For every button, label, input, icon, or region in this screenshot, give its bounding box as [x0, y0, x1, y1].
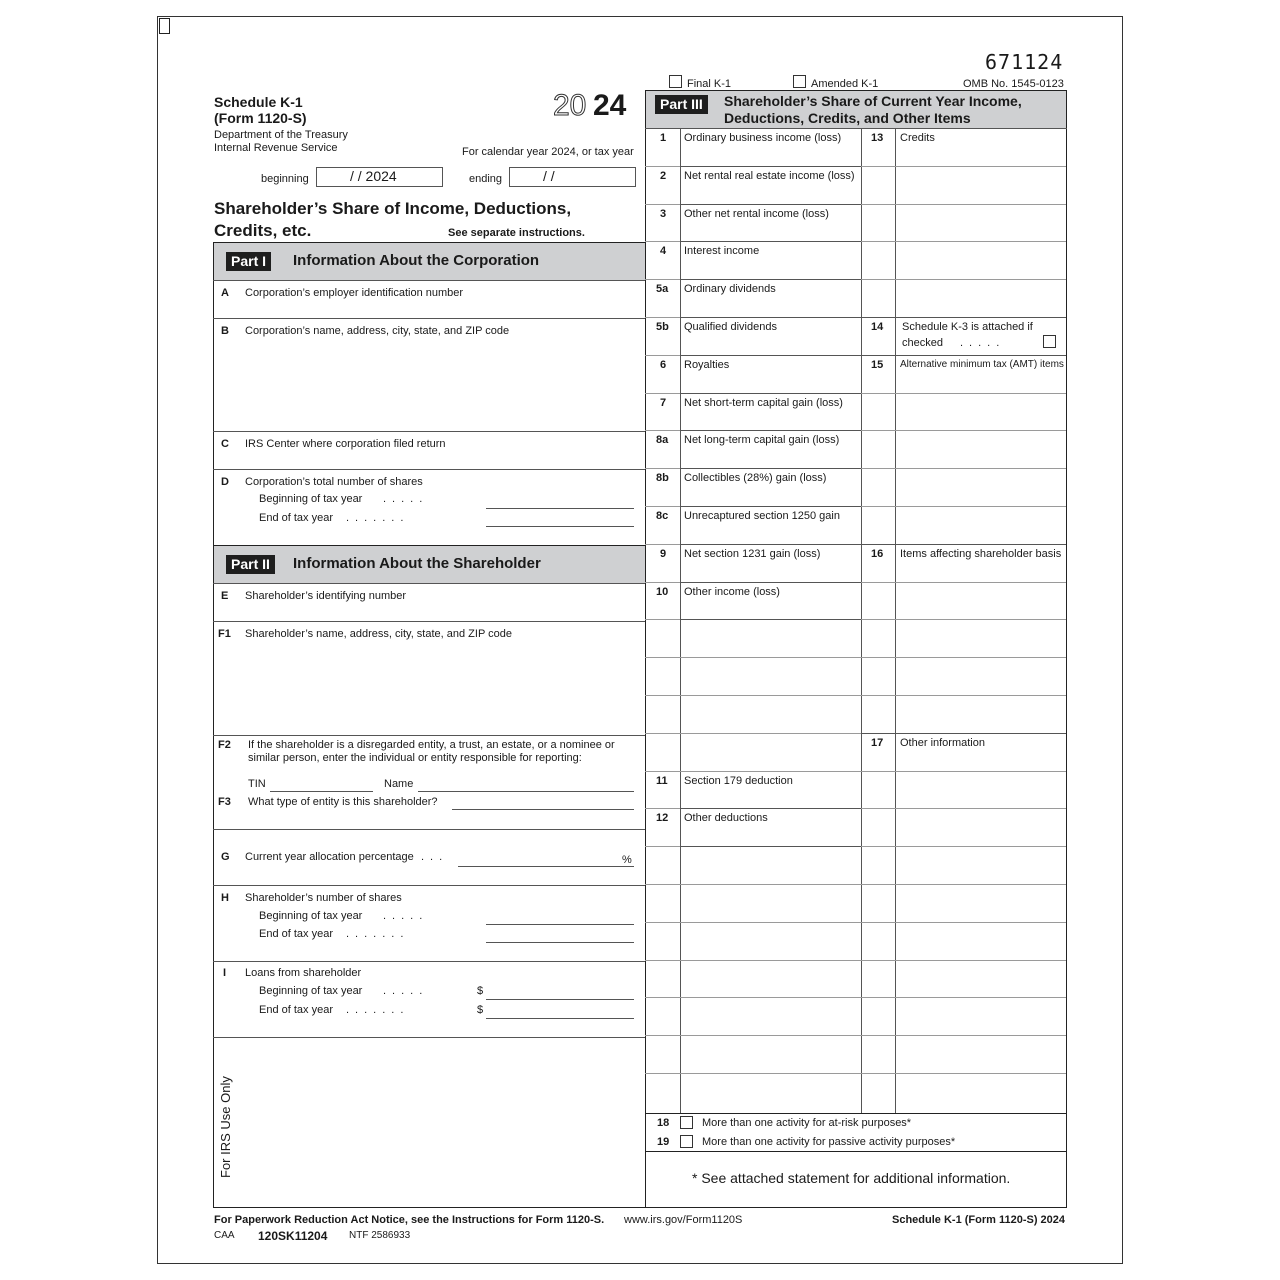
- p3-left-num: 7: [660, 397, 667, 409]
- part1-bottom-rule: [213, 280, 645, 281]
- line-d-end-field[interactable]: [486, 526, 634, 527]
- part1-top-rule: [213, 242, 645, 243]
- line-h-begin-label: Beginning of tax year: [259, 910, 363, 922]
- line-18-checkbox[interactable]: [680, 1116, 693, 1129]
- p3-left-num: 6: [660, 359, 667, 371]
- col-divider-right: [895, 128, 896, 1113]
- p3-left-label: Net rental real estate income (loss): [684, 170, 855, 182]
- instructions-note: See separate instructions.: [448, 227, 585, 239]
- item-rule: [680, 279, 861, 280]
- line-19-num: 19: [657, 1136, 670, 1148]
- item-rule: [680, 468, 861, 469]
- footer-ntf: NTF 2586933: [349, 1230, 411, 1241]
- beginning-date-value: / / 2024: [350, 168, 397, 184]
- part2-tag: Part II: [226, 555, 275, 574]
- rule-h: [213, 961, 645, 962]
- ending-label: ending: [469, 173, 503, 185]
- col-divider-mid: [861, 128, 862, 1113]
- part3-top-rule: [645, 90, 1067, 91]
- tin-label: TIN: [248, 778, 266, 790]
- line-g-dots: ...: [421, 851, 449, 863]
- p3-left-label: Other income (loss): [684, 586, 780, 598]
- line-19-text: More than one activity for passive activity purposes*: [702, 1136, 956, 1148]
- item-rule: [680, 317, 861, 318]
- line-d-begin-field[interactable]: [486, 508, 634, 509]
- line-18-num: 18: [657, 1117, 670, 1129]
- rule-18-top: [645, 1113, 1067, 1114]
- dept-line2: Internal Revenue Service: [214, 142, 338, 154]
- part1-title: Information About the Corporation: [293, 252, 540, 269]
- grid-rule: [645, 884, 1066, 885]
- footer-code: 120SK11204: [258, 1229, 328, 1243]
- line-i-begin-field[interactable]: [486, 999, 634, 1000]
- line-h-begin-field[interactable]: [486, 924, 634, 925]
- line-h-end-dots: .......: [346, 928, 410, 940]
- line-g-letter: G: [221, 851, 230, 863]
- p3-left-label: Collectibles (28%) gain (loss): [684, 472, 827, 484]
- item-rule: [680, 430, 861, 431]
- grid-rule: [645, 922, 1066, 923]
- line-i-end-dollar: $: [477, 1004, 484, 1016]
- grid-rule: [645, 1073, 1066, 1074]
- p3-left-num: 5a: [656, 283, 669, 295]
- final-k1-label: Final K-1: [687, 78, 732, 90]
- line-h-text: Shareholder’s number of shares: [245, 892, 402, 904]
- grid-rule: [645, 695, 1066, 696]
- line-f2-line2: similar person, enter the individual or entity responsible for reporting:: [248, 752, 582, 764]
- p3-right-num: 17: [871, 737, 884, 749]
- part3-tag: Part III: [655, 95, 708, 114]
- rule-b: [213, 431, 645, 432]
- line-i-begin-label: Beginning of tax year: [259, 985, 363, 997]
- grid-rule: [645, 1035, 1066, 1036]
- line-f2-letter: F2: [218, 739, 231, 751]
- part2-title: Information About the Shareholder: [293, 555, 541, 572]
- p3-right-label: Other information: [900, 737, 985, 749]
- p3-right-num: 14: [871, 321, 884, 333]
- left-border: [213, 242, 214, 1208]
- item-rule: [680, 355, 861, 356]
- rule-f1: [213, 735, 645, 736]
- p3-left-label: Other deductions: [684, 812, 768, 824]
- p3-left-num: 10: [656, 586, 669, 598]
- line-b-text: Corporation’s name, address, city, state, and ZIP code: [245, 325, 510, 337]
- center-divider: [645, 90, 646, 1208]
- line-f1-letter: F1: [218, 628, 231, 640]
- section-rule: [861, 355, 1066, 356]
- line-h-letter: H: [221, 892, 229, 904]
- amended-k1-label: Amended K-1: [811, 78, 879, 90]
- rule-g: [213, 885, 645, 886]
- item-rule: [680, 241, 861, 242]
- item-rule: [680, 506, 861, 507]
- dept-line1: Department of the Treasury: [214, 129, 348, 141]
- line-d-end-label: End of tax year: [259, 512, 333, 524]
- item-rule: [680, 808, 861, 809]
- main-title-line2: Credits, etc.: [214, 221, 312, 240]
- form-code: 671124: [985, 50, 1064, 74]
- bottom-border: [213, 1207, 1067, 1208]
- p3-left-label: Unrecaptured section 1250 gain: [684, 510, 840, 522]
- grid-rule: [645, 960, 1066, 961]
- p3-left-num: 4: [660, 245, 667, 257]
- part3-title-line1: Shareholder’s Share of Current Year Income,: [724, 93, 1022, 109]
- item-rule: [680, 544, 861, 545]
- part2-bottom-rule: [213, 583, 645, 584]
- line-e-text: Shareholder’s identifying number: [245, 590, 407, 602]
- amended-k1-checkbox[interactable]: [793, 75, 806, 88]
- grid-rule: [645, 657, 1066, 658]
- item-rule: [680, 846, 861, 847]
- entity-type-field[interactable]: [452, 809, 634, 810]
- form-title: (Form 1120-S): [214, 110, 307, 126]
- part3-bottom-rule: [645, 128, 1067, 129]
- year-outline: 20: [553, 89, 587, 122]
- name-field[interactable]: [418, 791, 634, 792]
- line-f2-line1: If the shareholder is a disregarded entity, a trust, an estate, or a nominee or: [248, 739, 615, 751]
- line-h-end-field[interactable]: [486, 942, 634, 943]
- part1-tag: Part I: [226, 252, 271, 271]
- right-border: [1066, 90, 1067, 1208]
- year-bold: 24: [593, 89, 627, 122]
- p3-left-label: Interest income: [684, 245, 760, 257]
- p3-left-num: 2: [660, 170, 667, 182]
- k3-dots: .....: [960, 337, 1006, 349]
- footer-form-name: Schedule K-1 (Form 1120-S) 2024: [892, 1214, 1066, 1226]
- percent-sign: %: [622, 854, 632, 866]
- p3-left-num: 8b: [656, 472, 669, 484]
- item-rule: [680, 393, 861, 394]
- p3-left-num: 8a: [656, 434, 669, 446]
- col-divider-left: [680, 128, 681, 1113]
- line-a-letter: A: [221, 287, 229, 299]
- grid-rule: [645, 771, 1066, 772]
- line-a-text: Corporation’s employer identification number: [245, 287, 464, 299]
- p3-left-num: 11: [656, 775, 668, 787]
- ending-date-field[interactable]: [509, 167, 636, 187]
- irs-use-only-label: For IRS Use Only: [218, 1076, 233, 1178]
- final-k1-checkbox[interactable]: [669, 75, 682, 88]
- section-rule: [861, 733, 1066, 734]
- omb-number: OMB No. 1545-0123: [963, 78, 1064, 90]
- p3-left-label: Other net rental income (loss): [684, 208, 829, 220]
- p3-right-label: Schedule K-3 is attached if: [902, 321, 1033, 333]
- beginning-label: beginning: [261, 173, 309, 185]
- p3-left-label: Ordinary dividends: [684, 283, 776, 295]
- p3-left-num: 1: [660, 132, 667, 144]
- p3-right-num: 13: [871, 132, 884, 144]
- line-19-checkbox[interactable]: [680, 1135, 693, 1148]
- line-i-end-label: End of tax year: [259, 1004, 333, 1016]
- item-rule: [680, 204, 861, 205]
- line-18-text: More than one activity for at-risk purposes*: [702, 1117, 912, 1129]
- line-g-text: Current year allocation percentage: [245, 851, 414, 863]
- corner-marker: [159, 18, 170, 34]
- p3-left-label: Royalties: [684, 359, 730, 371]
- line-i-letter: I: [223, 967, 227, 979]
- part2-top-rule: [213, 545, 645, 546]
- p3-right-label: Alternative minimum tax (AMT) items: [900, 359, 1064, 370]
- item-rule: [680, 582, 861, 583]
- p3-left-num: 5b: [656, 321, 669, 333]
- line-h-begin-dots: .....: [383, 910, 429, 922]
- name-label: Name: [384, 778, 414, 790]
- line-i-end-dots: .......: [346, 1004, 410, 1016]
- grid-rule: [645, 997, 1066, 998]
- line-b-letter: B: [221, 325, 229, 337]
- line-f3-text: What type of entity is this shareholder?: [248, 796, 438, 808]
- line-d-text: Corporation’s total number of shares: [245, 476, 423, 488]
- p3-left-label: Qualified dividends: [684, 321, 777, 333]
- p3-right-num: 15: [871, 359, 884, 371]
- allocation-pct-field[interactable]: [458, 866, 634, 867]
- p3-left-num: 3: [660, 208, 667, 220]
- p3-left-label: Ordinary business income (loss): [684, 132, 842, 144]
- schedule-title: Schedule K-1: [214, 94, 303, 110]
- p3-right-label-2: checked: [902, 337, 943, 349]
- line-f1-text: Shareholder’s name, address, city, state, and ZIP code: [245, 628, 513, 640]
- footer-caa: CAA: [214, 1230, 235, 1241]
- p3-left-label: Net short-term capital gain (loss): [684, 397, 843, 409]
- rule-c: [213, 469, 645, 470]
- section-rule: [861, 317, 1066, 318]
- p3-left-num: 12: [656, 812, 669, 824]
- line-d-begin-dots: .....: [383, 493, 429, 505]
- tin-field[interactable]: [270, 791, 373, 792]
- main-title-line1: Shareholder’s Share of Income, Deductions,: [214, 199, 572, 218]
- line-d-begin-label: Beginning of tax year: [259, 493, 363, 505]
- p3-left-num: 8c: [656, 510, 669, 522]
- line-h-end-label: End of tax year: [259, 928, 333, 940]
- p3-left-label: Net long-term capital gain (loss): [684, 434, 840, 446]
- item-rule: [680, 166, 861, 167]
- footer-url[interactable]: www.irs.gov/Form1120S: [624, 1214, 743, 1226]
- schedule-k3-checkbox[interactable]: [1043, 335, 1056, 348]
- part3-title-line2: Deductions, Credits, and Other Items: [724, 110, 971, 126]
- line-e-letter: E: [221, 590, 229, 602]
- item-rule: [680, 619, 861, 620]
- rule-a: [213, 318, 645, 319]
- p3-right-label: Items affecting shareholder basis: [900, 548, 1062, 560]
- rule-i: [213, 1037, 645, 1038]
- line-c-text: IRS Center where corporation filed return: [245, 438, 446, 450]
- line-d-letter: D: [221, 476, 229, 488]
- rule-f3: [213, 829, 645, 830]
- p3-right-num: 16: [871, 548, 884, 560]
- p3-left-label: Section 179 deduction: [684, 775, 793, 787]
- section-rule: [861, 544, 1066, 545]
- ending-date-value: / /: [543, 168, 555, 184]
- line-c-letter: C: [221, 438, 229, 450]
- line-i-begin-dollar: $: [477, 985, 484, 997]
- p3-left-num: 9: [660, 548, 667, 560]
- line-i-begin-dots: .....: [383, 985, 429, 997]
- rule-19-bottom: [645, 1151, 1067, 1152]
- line-i-text: Loans from shareholder: [245, 967, 362, 979]
- footer-notice: For Paperwork Reduction Act Notice, see the Instructions for Form 1120-S.: [214, 1214, 605, 1226]
- line-d-end-dots: .......: [346, 512, 410, 524]
- rule-e: [213, 621, 645, 622]
- line-f3-letter: F3: [218, 796, 231, 808]
- statement-note: * See attached statement for additional information.: [692, 1170, 1011, 1186]
- p3-right-label: Credits: [900, 132, 935, 144]
- p3-left-label: Net section 1231 gain (loss): [684, 548, 821, 560]
- calendar-year-text: For calendar year 2024, or tax year: [462, 146, 634, 158]
- line-i-end-field[interactable]: [486, 1018, 634, 1019]
